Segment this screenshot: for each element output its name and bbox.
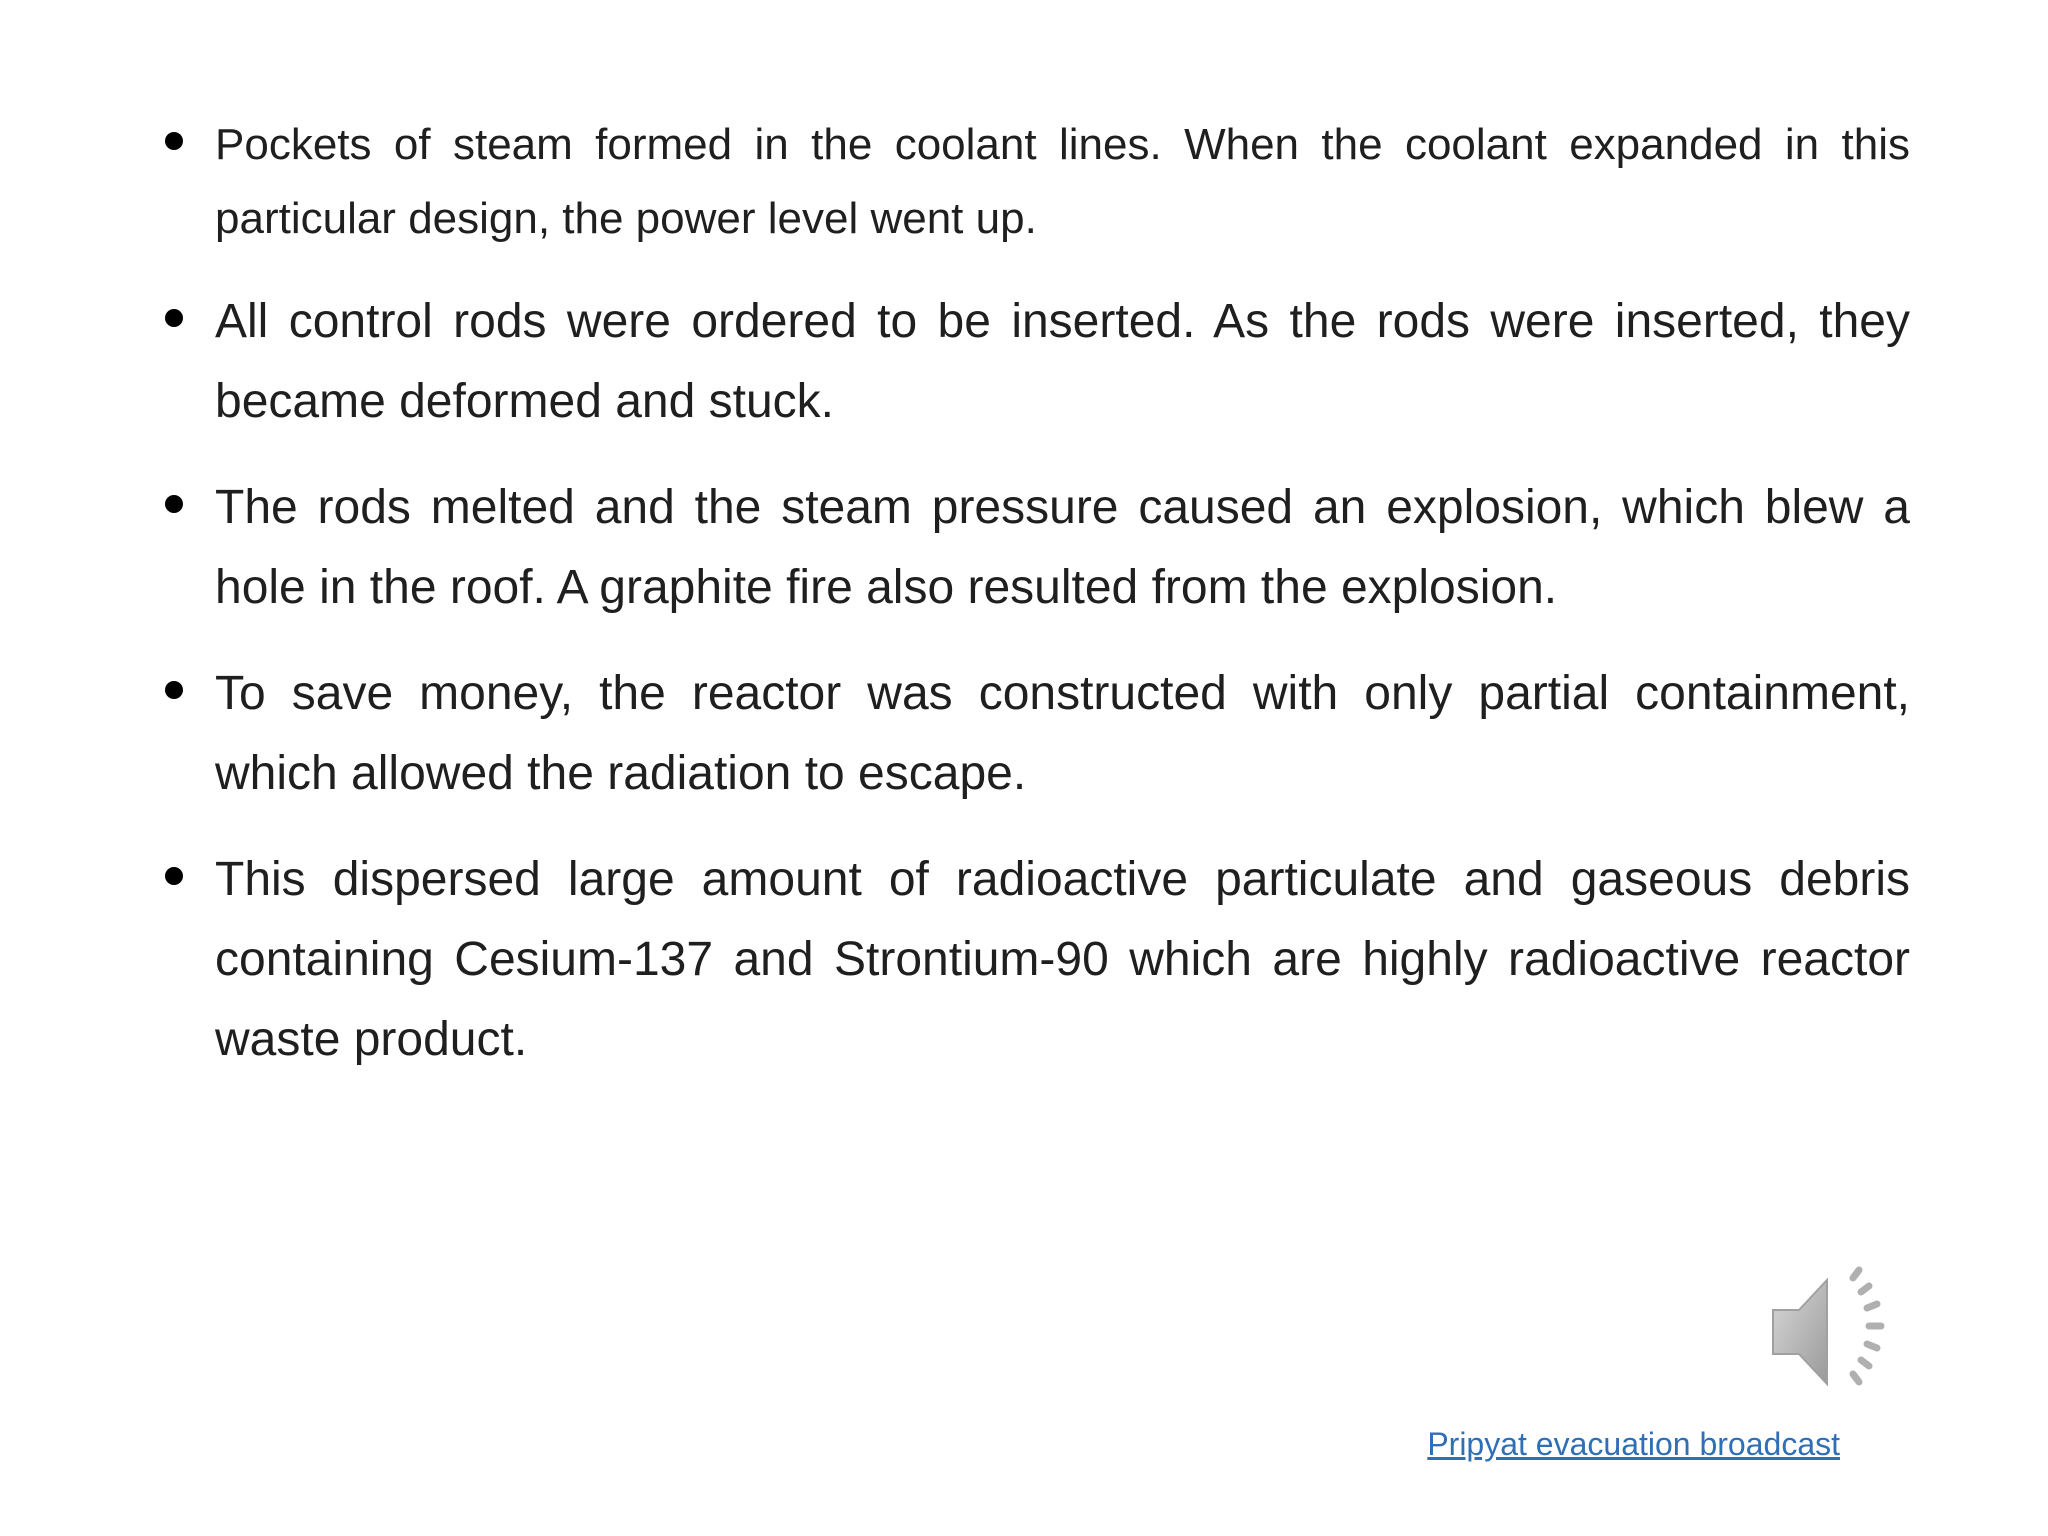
bullet-list [160,108,1910,1106]
bullet-item [160,654,1910,814]
bullet-dot-icon [165,132,183,150]
speaker-icon[interactable] [1765,1262,1905,1402]
bullet-text: To save money, the reactor was constructed with only partial containment, which allowed the radiation to escape. [215,667,1910,800]
bullet-text: Pockets of steam formed in the coolant lines. When the coolant expanded in this particular design, the power level went up. [215,120,1910,243]
bullet-item [160,840,1910,1080]
bullet-item [160,282,1910,442]
bullet-dot-icon [165,309,183,327]
bullet-item [160,468,1910,628]
evacuation-broadcast-link[interactable]: Pripyat evacuation broadcast [1427,1426,1840,1462]
bullet-dot-icon [165,867,183,885]
bullet-text: All control rods were ordered to be inserted. As the rods were inserted, they became deformed and stuck. [215,295,1910,428]
bullet-dot-icon [165,681,183,699]
bullet-dot-icon [165,495,183,513]
bullet-item [160,108,1910,256]
bullet-text: The rods melted and the steam pressure caused an explosion, which blew a hole in the roof. A graphite fire also resulted from the explosion. [215,481,1910,614]
bullet-text: This dispersed large amount of radioactive particulate and gaseous debris containing Cesium-137 and Strontium-90 which are highly radioactive reactor waste product. [215,853,1910,1066]
